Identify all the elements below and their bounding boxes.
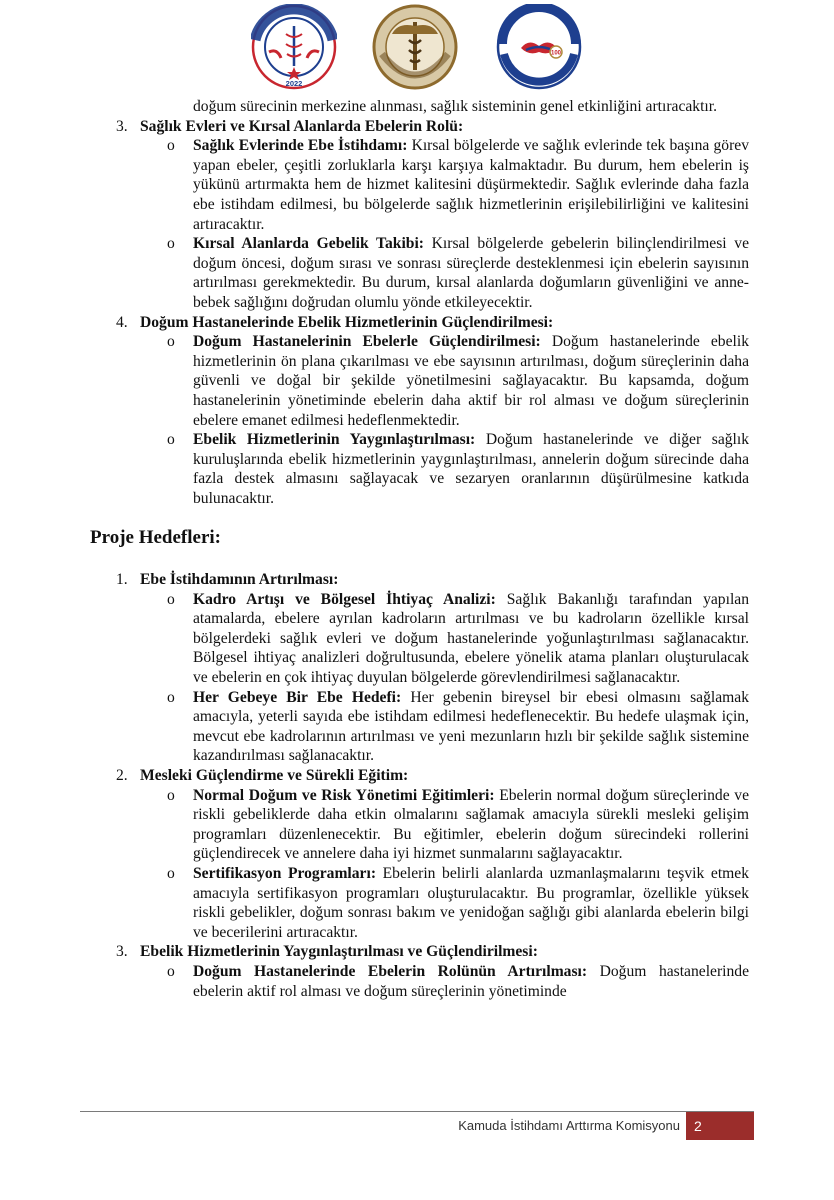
sub-item-title: Kadro Artışı ve Bölgesel İhtiyaç Analizi: [193, 590, 496, 608]
list-item [0, 117, 750, 137]
bullet: o [167, 962, 175, 980]
list-item [0, 766, 750, 786]
page-number: 2 [686, 1112, 754, 1140]
footer-divider [80, 1111, 754, 1112]
bullet: o [167, 137, 175, 155]
sub-item-title: Sertifikasyon Programları: [193, 864, 377, 882]
genc-saglik-sendikasi-logo [251, 4, 337, 90]
list-number: 1. [116, 571, 128, 589]
sub-item-title: Sağlık Evlerinde Ebe İstihdamı: [193, 137, 408, 155]
list-item-title: Doğum Hastanelerinde Ebelik Hizmetlerinin Güçlendirilmesi: [140, 313, 554, 331]
sub-item [0, 864, 749, 942]
list-number: 3. [116, 117, 128, 135]
bullet: o [167, 235, 175, 253]
document-body [0, 97, 834, 1001]
list-item-title: Mesleki Güçlendirme ve Sürekli Eğitim: [140, 767, 409, 784]
sub-item-title: Her Gebeye Bir Ebe Hedefi: [193, 688, 402, 706]
saglikci-birligi-logo [372, 4, 458, 90]
sub-item [0, 332, 749, 430]
header-logos [0, 4, 834, 96]
list-item-title: Ebelik Hizmetlerinin Yaygınlaştırılması ve Güçlendirilmesi: [140, 943, 538, 961]
bullet: o [167, 688, 175, 706]
section-heading: Proje Hedefleri: [90, 527, 221, 549]
sub-item-title: Doğum Hastanelerinin Ebelerle Güçlendirilmesi: [193, 333, 541, 351]
sub-item [0, 688, 749, 766]
list-item [0, 570, 750, 590]
list-number: 2. [116, 767, 128, 784]
sub-item-title: Normal Doğum ve Risk Yönetimi Eğitimleri: [193, 786, 495, 804]
sub-item-title: Kırsal Alanlarda Gebelik Takibi: [193, 235, 424, 253]
bullet: o [167, 431, 175, 449]
sub-item [0, 962, 749, 1001]
bullet: o [167, 864, 175, 882]
kamu-birligi-konfederasyonu-logo [496, 4, 582, 90]
bullet: o [167, 590, 175, 608]
sub-item-title: Ebelik Hizmetlerinin Yaygınlaştırılması: [193, 431, 476, 449]
sub-item-title: Doğum Hastanelerinde Ebelerin Rolünün Artırılması: [193, 962, 588, 980]
sub-item [0, 234, 749, 312]
bullet: o [167, 333, 175, 351]
sub-item [0, 786, 749, 864]
sub-item-text: Doğum hastanelerinde ve diğer sağlık kuruluşlarında ebelik hizmetlerinin yaygınlaştırılması, annelerin doğum sürecinde daha fazla destek almasını sağlayacak ve sezaryen oranlarının düşürülmesine katkıda bulunacaktır. [193, 431, 749, 507]
sub-item-text: Sağlık Bakanlığı tarafından yapılan atamalarda, ebelere ayrılan kadroların artırılması ve bu kadroların özellikle kırsal bölgelerdeki sağlık evleri ve doğum hastanelerinde yoğunlaştırılması sağlanacaktır. Bölgesel ihtiyaç analizleri doğrultusunda, ebelere yönelik atama planları oluşturulacak ve ebelerin en çok ihtiyaç duyulan bölgelerde görevlendirilmesi sağlanacaktır. [193, 590, 749, 687]
svg-text:100: 100 [550, 50, 562, 57]
sub-item-text: Kırsal bölgelerde ve sağlık evlerinde tek başına görev yapan ebeler, çeşitli zorluklarla karşı karşıya kalmaktadır. Bu durum, hem ebelerin iş yükünü artırmakta hem de hizmet kalitesini düşürmektedir. Sağlık evlerinde daha fazla ebe istihdam edilmesi, bu bölgelerde sağlık hizmetlerinin erişilebilirliğini ve kalitesini artıracaktır. [193, 137, 749, 233]
list-number: 4. [116, 313, 128, 331]
intro-continuation: doğum sürecinin merkezine alınması, sağlık sisteminin genel etkinliğini artıracaktır. [193, 98, 717, 115]
goals-list [0, 570, 834, 1001]
sub-item-text: Doğum hastanelerinde ebelik hizmetlerinin ön plana çıkarılması ve ebe sayısının artırılması, doğum süreçlerinin daha güvenli ve doğal bir şekilde yönetilmesini sağlayacaktır. Bu kapsamda, doğum hastanelerinin yönetiminde ebelerin daha aktif bir rol alması ve doğum süreçlerinin ebelere emanet edilmesi hedeflenmektedir. [193, 333, 749, 429]
sub-item-text: Doğum hastanelerinde ebelerin aktif rol alması ve doğum süreçlerinin yönetiminde [193, 962, 749, 1000]
list-item [0, 942, 750, 962]
sub-item-text: Her gebenin bireysel bir ebesi olmasını sağlamak amacıyla, yeterli sayıda ebe istihdam edilmesi hedeflenecektir. Bu hedefe ulaşmak için, mevcut ebe kadrolarının artırılması ve yeni mezunların hızlı bir şekilde sağlık sistemine kazandırılması sağlanacaktır. [193, 688, 749, 765]
list-item-title: Sağlık Evleri ve Kırsal Alanlarda Ebelerin Rolü: [140, 117, 464, 135]
footer-title: Kamuda İstihdamı Arttırma Komisyonu [458, 1118, 680, 1133]
list-number: 3. [116, 943, 128, 961]
sub-item-text: Ebelerin belirli alanlarda uzmanlaşmalarını teşvik etmek amacıyla sertifikasyon programları oluşturulacaktır. Bu programlar, özellikle yüksek riskli gebelikler, doğum sonrası bakım ve yenidoğan sağlığı gibi alanlarda ebelerin bilgi ve becerilerini artıracaktır. [193, 864, 750, 941]
bullet: o [167, 786, 175, 804]
sub-item-text: Ebelerin normal doğum süreçlerinde ve riskli gebeliklerde daha etkin olmalarını sağlamak amacıyla sürekli mesleki gelişim programları düzenlenecektir. Bu eğitimler, ebelerin doğum sürecindeki rollerini güçlendirecek ve annelere daha iyi hizmet sunmalarını sağlayacaktır. [193, 786, 750, 863]
sub-item-text: Kırsal bölgelerde gebelerin bilinçlendirilmesi ve doğum öncesi, doğum sırası ve sonrası süreçlerde desteklenmesi için ebelerin sayısının artırılması gerekmektedir. Bu durum, kırsal alanlarda doğumların güvenliğini ve anne-bebek sağlığını doğrudan olumlu yönde etkileyecektir. [193, 235, 749, 311]
list-item-title: Ebe İstihdamının Artırılması: [140, 571, 339, 589]
sub-item [0, 136, 749, 234]
list-item [0, 313, 750, 333]
sub-item [0, 590, 749, 688]
svg-text:2022: 2022 [285, 79, 303, 88]
top-list [0, 117, 834, 509]
sub-item [0, 430, 749, 508]
